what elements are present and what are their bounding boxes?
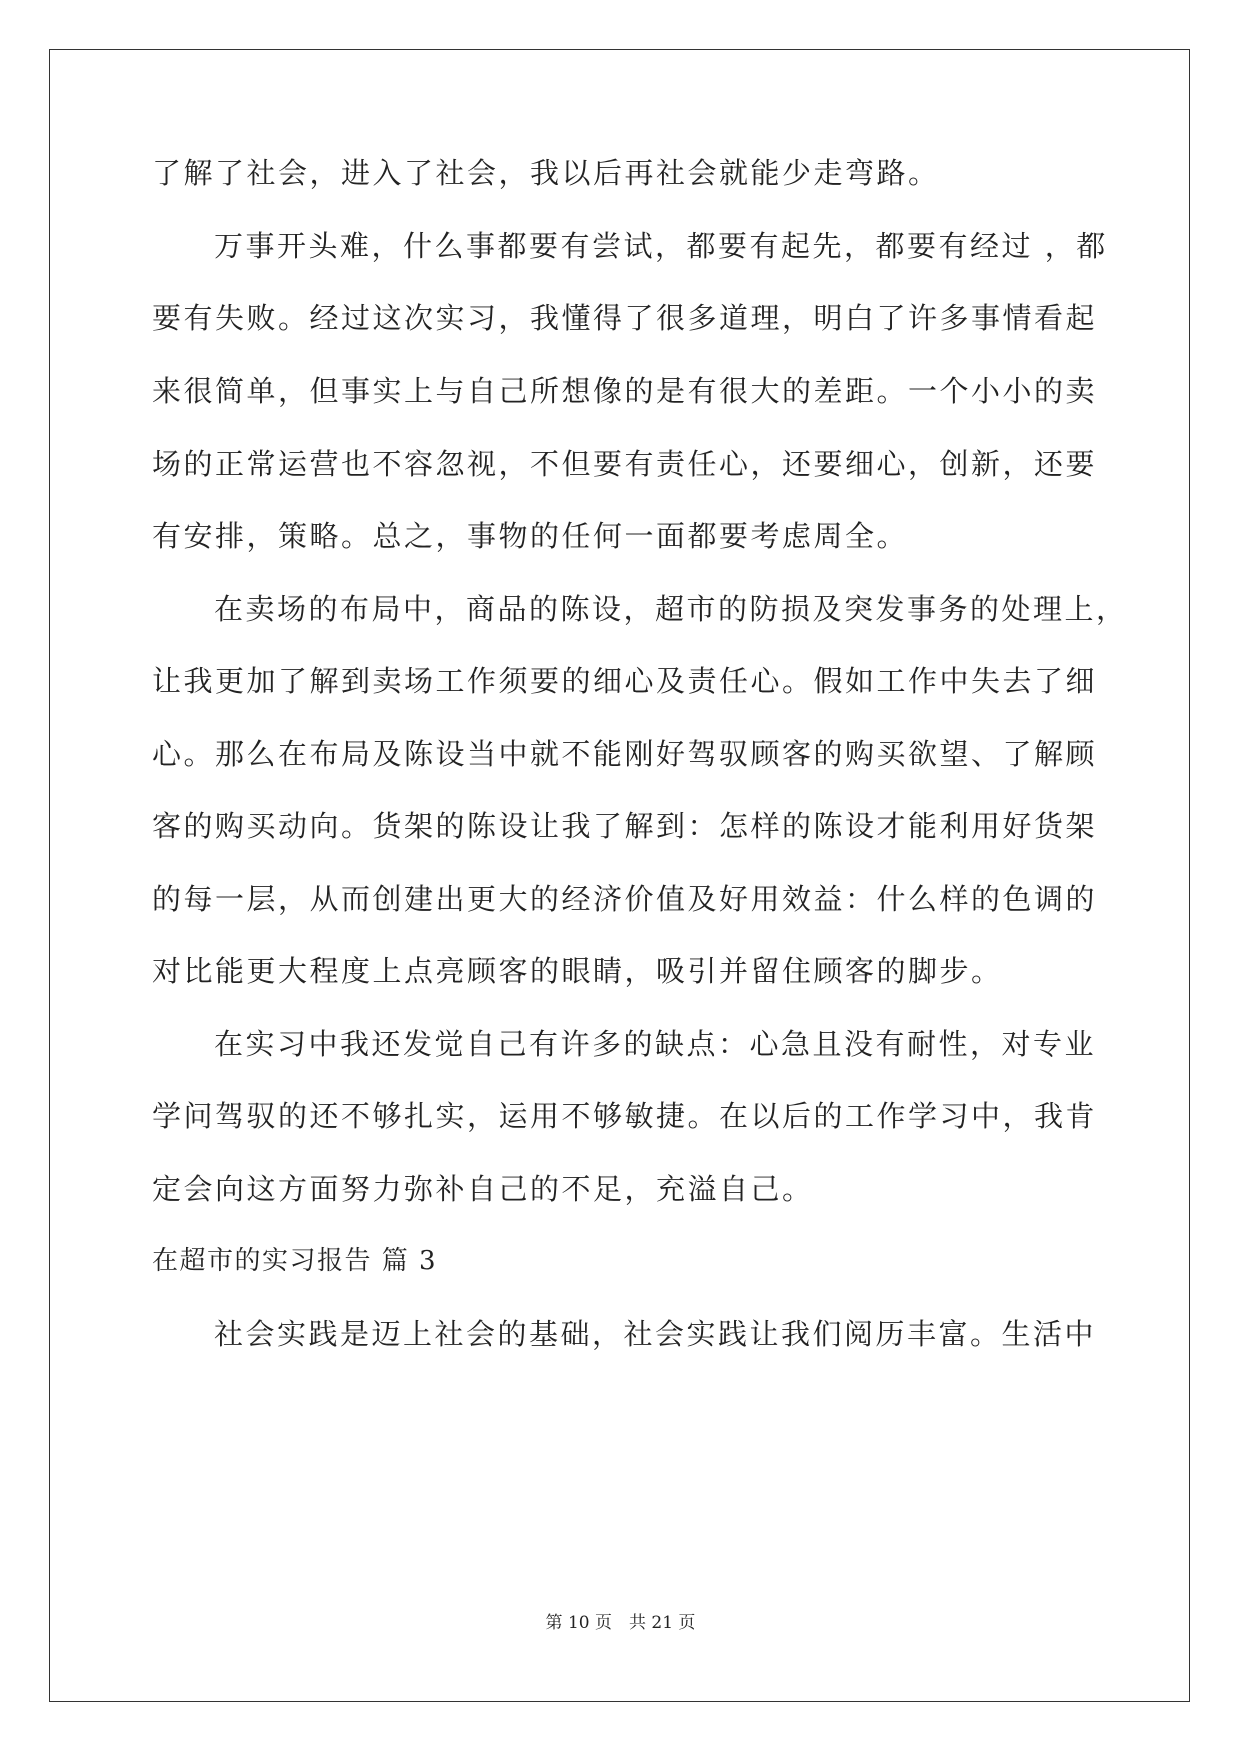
- text-line: 来很简单，但事实上与自己所想像的是有很大的差距。一个小小的卖: [152, 374, 1098, 408]
- text-line: 的每一层，从而创建出更大的经济价值及好用效益：什么样的色调的: [152, 882, 1098, 916]
- text-line: 学问驾驭的还不够扎实，运用不够敏捷。在以后的工作学习中，我肯: [152, 1099, 1098, 1133]
- text-line: 在实习中我还发觉自己有许多的缺点：心急且没有耐性，对专业: [214, 1027, 1097, 1061]
- text-line: 万事开头难，什么事都要有尝试，都要有起先，都要有经过 ，都: [214, 229, 1108, 263]
- text-line: 有安排，策略。总之，事物的任何一面都要考虑周全。: [152, 519, 909, 553]
- text-line: 在卖场的布局中，商品的陈设，超市的防损及突发事务的处理上，: [214, 592, 1128, 626]
- text-line: 心。那么在布局及陈设当中就不能刚好驾驭顾客的购买欲望、了解顾: [152, 737, 1098, 771]
- text-line: 定会向这方面努力弥补自己的不足，充溢自己。: [152, 1172, 814, 1206]
- page-border: [49, 49, 1190, 1702]
- text-line: 客的购买动向。货架的陈设让我了解到：怎样的陈设才能利用好货架: [152, 809, 1098, 843]
- page-footer: 第 10 页 共 21 页: [545, 1613, 696, 1633]
- text-line: 要有失败。经过这次实习，我懂得了很多道理，明白了许多事情看起: [152, 301, 1098, 335]
- text-line: 了解了社会，进入了社会，我以后再社会就能少走弯路。: [152, 156, 940, 190]
- section-heading: 在超市的实习报告 篇 3: [152, 1246, 438, 1276]
- text-line: 对比能更大程度上点亮顾客的眼睛，吸引并留住顾客的脚步。: [152, 954, 1003, 988]
- text-line: 场的正常运营也不容忽视，不但要有责任心，还要细心，创新，还要: [152, 447, 1098, 481]
- text-line: 社会实践是迈上社会的基础，社会实践让我们阅历丰富。生活中: [214, 1317, 1097, 1351]
- text-line: 让我更加了解到卖场工作须要的细心及责任心。假如工作中失去了细: [152, 664, 1098, 698]
